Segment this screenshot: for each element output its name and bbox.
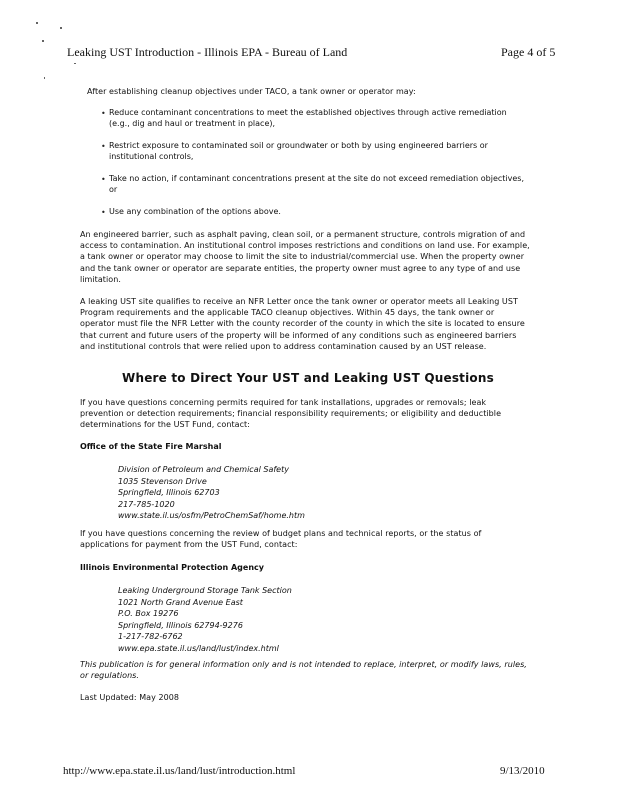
address-section: Leaking Underground Storage Tank Section [118, 586, 292, 595]
scan-speck [44, 77, 45, 79]
address-po-box: P.O. Box 19276 [118, 609, 179, 618]
address-web-link[interactable]: www.state.il.us/osfm/PetroChemSaf/home.htm [118, 511, 305, 520]
list-item: Use any combination of the options above. [109, 207, 281, 216]
address-phone: 217-785-1020 [118, 499, 175, 509]
scan-speck [60, 27, 62, 29]
office-name: Office of the State Fire Marshal [80, 442, 222, 451]
bullet-icon: • [101, 109, 106, 118]
list-item: Restrict exposure to contaminated soil or groundwater or both by using engineered barriers or institutional controls, [109, 141, 488, 161]
nfr-paragraph: A leaking UST site qualifies to receive an NFR Letter once the tank owner or operator meets all Leaking UST Program requirements and the applicable TACO cleanup objectives. Within 45 days, the tank owner or operator must file the NFR Letter with the county recorder of the county in which the site is located to ensure that current and future users of the property will be informed of any conditions such as engineered barriers and institutional controls that were relied upon to address contamination caused by an UST release. [80, 297, 525, 351]
section-heading: Where to Direct Your UST and Leaking UST Questions [122, 371, 494, 385]
address-block [118, 464, 305, 522]
list-item: Reduce contaminant concentrations to meet the established objectives through active remediation (e.g., dig and haul or treatment in place), [109, 108, 507, 128]
questions-paragraph-1: If you have questions concerning permits required for tank installations, upgrades or removals; leak prevention or detection requirements; financial responsibility requirements; or eligibility and deductible determinations for the UST Fund, contact: [80, 398, 502, 430]
address-street: 1035 Stevenson Drive [118, 476, 207, 486]
address-division: Division of Petroleum and Chemical Safety [118, 465, 289, 474]
address-web-link[interactable]: www.epa.state.il.us/land/lust/index.html [118, 643, 279, 653]
address-phone: 1-217-782-6762 [118, 632, 183, 641]
bullet-icon: • [101, 208, 106, 217]
disclaimer: This publication is for general information only and is not intended to replace, interpret, or modify laws, rules, or regulations. [80, 660, 527, 681]
intro-text: After establishing cleanup objectives under TACO, a tank owner or operator may: [87, 87, 416, 96]
scan-speck [42, 40, 44, 42]
address-city: Springfield, Illinois 62703 [118, 488, 220, 497]
footer-date: 9/13/2010 [500, 765, 545, 777]
page-header-title: Leaking UST Introduction - Illinois EPA - Bureau of Land [67, 45, 348, 59]
agency-name: Illinois Environmental Protection Agency [80, 563, 264, 572]
footer-url: http://www.epa.state.il.us/land/lust/introduction.html [63, 765, 296, 777]
bullet-icon: • [101, 175, 106, 184]
questions-paragraph-2: If you have questions concerning the review of budget plans and technical reports, or the status of applications for payment from the UST Fund, contact: [80, 529, 482, 550]
bullet-icon: • [101, 142, 106, 151]
scan-speck [36, 22, 38, 24]
barrier-paragraph: An engineered barrier, such as asphalt paving, clean soil, or a permanent structure, controls migration of and access to contamination. An institutional control imposes restrictions and conditions on land use. For example, a tank owner or operator may choose to limit the site to industrial/commercial use. When the property owner and the tank owner or operator are separate entities, the property owner must agree to any type of and use limitation. [80, 230, 530, 284]
address-city: Springfield, Illinois 62794-9276 [118, 620, 243, 630]
list-item: Take no action, if contaminant concentrations present at the site do not exceed remediation objectives, or [109, 174, 524, 194]
last-updated: Last Updated: May 2008 [80, 693, 180, 702]
address-block [118, 585, 292, 654]
address-street: 1021 North Grand Avenue East [118, 597, 243, 607]
scan-speck [74, 63, 76, 64]
page-number: Page 4 of 5 [501, 45, 556, 59]
